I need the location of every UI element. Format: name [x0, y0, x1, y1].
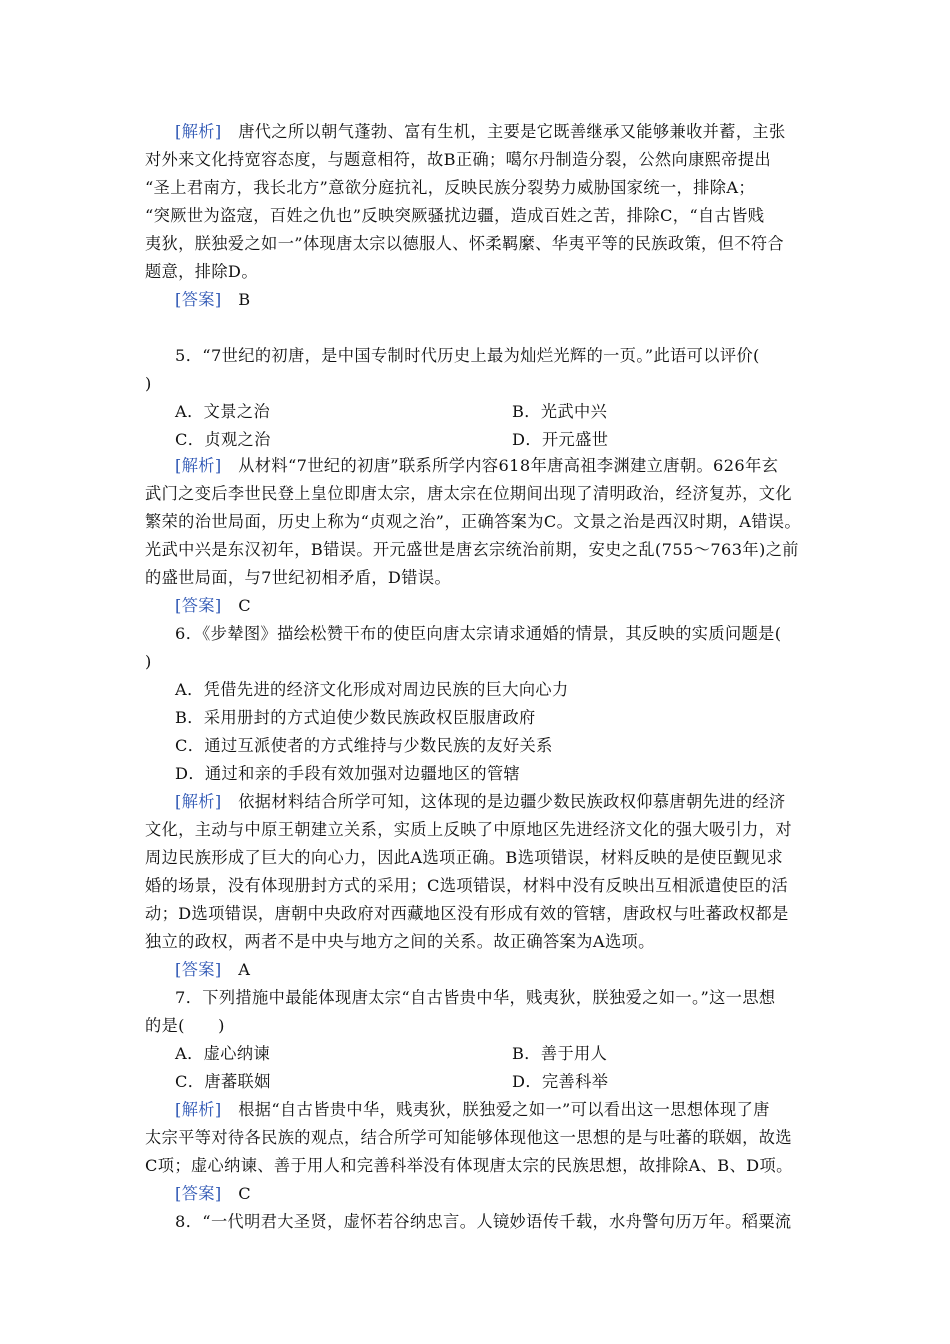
- explanation-tag: [解析]: [175, 456, 222, 475]
- q6-option-d: D．通过和亲的手段有效加强对边疆地区的管辖: [175, 764, 521, 783]
- answer-tag: [答案]: [175, 290, 222, 309]
- q4-explanation-line: 对外来文化持宽容态度，与题意相符，故B正确；噶尔丹制造分裂，公然向康熙帝提出: [145, 150, 772, 169]
- q7-answer: [答案] C: [175, 1184, 251, 1203]
- q5-option-row: [175, 398, 608, 426]
- q8-stem: 8．“一代明君大圣贤，虚怀若谷纳忠言。人镜妙语传千载，水舟警句历万年。稻粟流: [175, 1212, 792, 1231]
- explanation-tag: [解析]: [175, 122, 222, 141]
- answer-tag: [答案]: [175, 960, 222, 979]
- q6-stem-cont: ): [145, 652, 152, 671]
- q7-stem-cont: 的是( ): [145, 1016, 225, 1035]
- q6-answer: [答案] A: [175, 960, 251, 979]
- q7-option-row: [175, 1068, 609, 1096]
- q6-explanation-line: 婚的场景，没有体现册封方式的采用；C选项错误，材料中没有反映出互相派遣使臣的活: [145, 876, 789, 895]
- q5-option-c: C．贞观之治: [175, 430, 271, 449]
- q7-option-row: [175, 1040, 608, 1068]
- answer-tag: [答案]: [175, 596, 222, 615]
- q6-option-a: A．凭借先进的经济文化形成对周边民族的巨大向心力: [175, 680, 569, 699]
- q7-explanation-line: [解析] 根据“自古皆贵中华，贱夷狄，朕独爱之如一”可以看出这一思想体现了唐: [175, 1100, 770, 1119]
- q5-stem: 5．“7世纪的初唐，是中国专制时代历史上最为灿烂光辉的一页。”此语可以评价(: [175, 346, 760, 365]
- q4-answer: [答案] B: [175, 290, 251, 309]
- q5-explanation-line: 繁荣的治世局面，历史上称为“贞观之治”，正确答案为C。文景之治是西汉时期，A错误。: [145, 512, 801, 531]
- q7-option-b: B．善于用人: [512, 1044, 608, 1063]
- q7-explanation-line: 太宗平等对待各民族的观点，结合所学可知能够体现他这一思想的是与吐蕃的联姻，故选: [145, 1128, 792, 1147]
- q5-option-a: A．文景之治: [175, 402, 271, 421]
- q5-option-b: B．光武中兴: [512, 402, 608, 421]
- q6-explanation-line: 独立的政权，两者不是中央与地方之间的关系。故正确答案为A选项。: [145, 932, 655, 951]
- q7-explanation-line: C项；虚心纳谏、善于用人和完善科举没有体现唐太宗的民族思想，故排除A、B、D项。: [145, 1156, 793, 1175]
- q4-explanation-line: [解析] 唐代之所以朝气蓬勃、富有生机，主要是它既善继承又能够兼收并蓄，主张: [175, 122, 786, 141]
- q5-answer: [答案] C: [175, 596, 251, 615]
- explanation-tag: [解析]: [175, 1100, 222, 1119]
- q6-explanation-line: 动；D选项错误，唐朝中央政府对西藏地区没有形成有效的管辖，唐政权与吐蕃政权都是: [145, 904, 789, 923]
- q6-stem: 6．《步辇图》描绘松赞干布的使臣向唐太宗请求通婚的情景，其反映的实质问题是(: [175, 624, 782, 643]
- q7-option-d: D．完善科举: [512, 1072, 609, 1091]
- q4-explanation-line: “突厥世为盗寇，百姓之仇也”反映突厥骚扰边疆，造成百姓之苦，排除C，“自古皆贱: [145, 206, 765, 225]
- answer-tag: [答案]: [175, 1184, 222, 1203]
- q7-option-a: A．虚心纳谏: [175, 1044, 271, 1063]
- q5-option-d: D．开元盛世: [512, 430, 609, 449]
- q6-explanation-line: 周边民族形成了巨大的向心力，因此A选项正确。B选项错误，材料反映的是使臣觐见求: [145, 848, 784, 867]
- q5-option-row: [175, 426, 609, 454]
- q5-explanation-line: 武门之变后李世民登上皇位即唐太宗，唐太宗在位期间出现了清明政治，经济复苏，文化: [145, 484, 792, 503]
- q6-option-c: C．通过互派使者的方式维持与少数民族的友好关系: [175, 736, 553, 755]
- q4-explanation-line: 夷狄，朕独爱之如一”体现唐太宗以德服人、怀柔羁縻、华夷平等的民族政策，但不符合: [145, 234, 784, 253]
- q6-explanation-line: [解析] 依据材料结合所学可知，这体现的是边疆少数民族政权仰慕唐朝先进的经济: [175, 792, 786, 811]
- q5-explanation-line: 光武中兴是东汉初年，B错误。开元盛世是唐玄宗统治前期，安史之乱(755～763年)之前: [145, 540, 799, 559]
- q5-explanation-line: 的盛世局面，与7世纪初相矛盾，D错误。: [145, 568, 452, 587]
- q4-explanation-line: “圣上君南方，我长北方”意欲分庭抗礼，反映民族分裂势力威胁国家统一，排除A；: [145, 178, 756, 197]
- q5-stem-cont: ): [145, 374, 152, 393]
- q7-option-c: C．唐蕃联姻: [175, 1072, 271, 1091]
- q4-explanation-line: 题意，排除D。: [145, 262, 258, 281]
- q5-explanation-line: [解析] 从材料“7世纪的初唐”联系所学内容618年唐高祖李渊建立唐朝。626年玄: [175, 456, 779, 475]
- q7-stem: 7．下列措施中最能体现唐太宗“自古皆贵中华，贱夷狄，朕独爱之如一。”这一思想: [175, 988, 776, 1007]
- q6-explanation-line: 文化，主动与中原王朝建立关系，实质上反映了中原地区先进经济文化的强大吸引力，对: [145, 820, 792, 839]
- explanation-tag: [解析]: [175, 792, 222, 811]
- q6-option-b: B．采用册封的方式迫使少数民族政权臣服唐政府: [175, 708, 536, 727]
